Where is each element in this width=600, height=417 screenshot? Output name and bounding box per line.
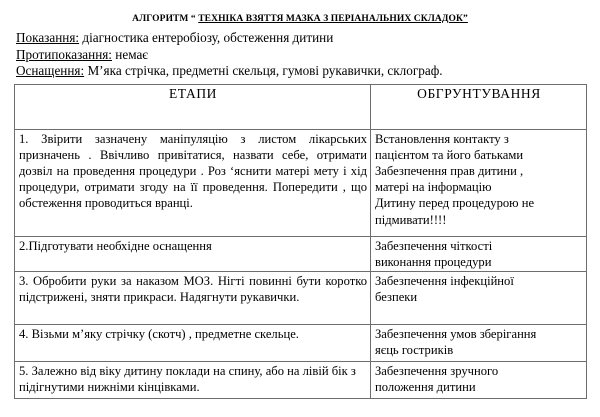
page-title-main: ТЕХНІКА ВЗЯТТЯ МАЗКА З ПЕРІАНАЛЬНИХ СКЛАДОК” — [198, 14, 468, 24]
page-title-prefix: АЛГОРИТМ “ — [132, 14, 199, 24]
table-row — [15, 271, 587, 324]
cell-step: 5. Залежно від віку дитину поклади на спину, або на лівій бік з підігнутими нижніми кінцівками. — [15, 361, 371, 398]
justification-line: Встановлення контакту з — [375, 131, 509, 146]
table-body — [15, 129, 587, 398]
justification-line: пацієнтом та його батьками — [375, 147, 524, 162]
table-row — [15, 361, 587, 398]
table-row — [15, 324, 587, 361]
metadata-line-equipment — [16, 63, 600, 80]
table-header-row — [15, 84, 587, 129]
cell-justification — [371, 271, 587, 324]
metadata-value-contraindications: немає — [111, 46, 148, 62]
column-header-justification: ОБГРУНТУВАННЯ — [371, 84, 587, 129]
justification-line: Забезпечення інфекційної — [375, 273, 514, 288]
cell-justification — [371, 129, 587, 236]
cell-justification — [371, 324, 587, 361]
metadata-line-indications — [16, 30, 600, 47]
cell-step: 1. Звірити зазначену маніпуляцію з листом лікарських призначень . Ввічливо привітатися, назвати себе, отримати дозвіл на проведення процедури . Роз ‘яснити матері мету і хід процедури, отримати згоду на її проведення. Попередити , що обстеження проводиться вранці. — [15, 129, 371, 236]
cell-justification — [371, 236, 587, 271]
cell-step: 4. Візьми м’яку стрічку (скотч) , предметне скельце. — [15, 324, 371, 361]
justification-line: Забезпечення умов зберігання — [375, 326, 537, 341]
column-header-steps: ЕТАПИ — [15, 84, 371, 129]
document-page — [0, 13, 600, 417]
justification-line: безпеки — [375, 290, 418, 305]
table-row — [15, 236, 587, 271]
metadata-line-contraindications — [16, 47, 600, 64]
metadata-value-indications: діагностика ентеробіозу, обстеження дитини — [79, 30, 334, 45]
justification-line: Дитину перед процедурою не — [375, 196, 535, 211]
justification-line: виконання процедури — [375, 254, 492, 269]
metadata-value-equipment: М’яка стрічка, предметні скельця, гумові рукавички, склограф. — [84, 63, 443, 78]
justification-line: положення дитини — [375, 380, 476, 395]
metadata-label-contraindications: Протипоказання: — [16, 46, 112, 62]
table-row — [15, 129, 587, 236]
cell-step: 2.Підготувати необхідне оснащення — [15, 236, 371, 271]
justification-line: Забезпечення зручного — [375, 363, 499, 378]
metadata-label-indications: Показання: — [16, 30, 80, 45]
justification-line: Забезпечення чіткості — [375, 238, 493, 253]
justification-line: матері на інформацію — [375, 180, 492, 195]
algorithm-table — [14, 84, 587, 399]
page-title — [0, 13, 600, 25]
justification-line: Забезпечення прав дитини , — [375, 163, 524, 178]
metadata-label-equipment: Оснащення: — [16, 63, 85, 78]
metadata-block — [16, 30, 600, 80]
justification-line: підмивати!!!! — [375, 212, 447, 227]
cell-justification — [371, 361, 587, 398]
justification-line: яєць гостриків — [375, 343, 454, 358]
table-header — [15, 84, 587, 129]
cell-step: 3. Обробити руки за наказом МОЗ. Нігті повинні бути коротко підстрижені, зняти прикраси. Надягнути рукавички. — [15, 271, 371, 324]
